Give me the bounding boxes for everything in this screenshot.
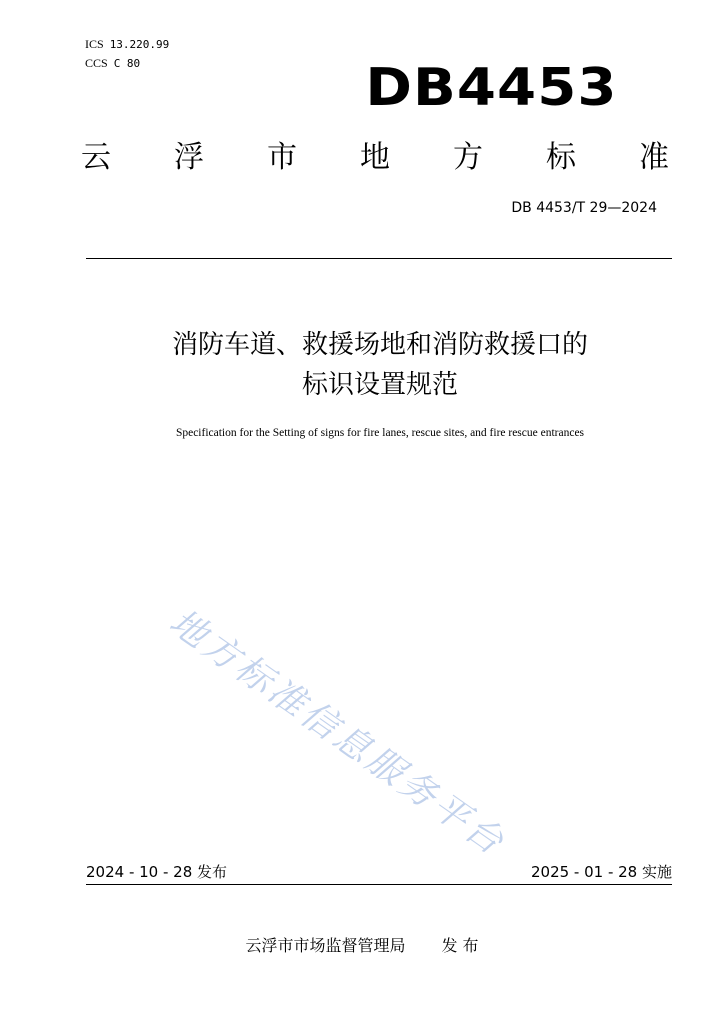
watermark: 地方标准信息服务平台 xyxy=(161,601,514,865)
implementation-date: 2025 - 01 - 28 实施 xyxy=(530,863,672,881)
standard-kind-char: 方 xyxy=(453,140,483,175)
standard-kind-char: 云 xyxy=(81,140,111,175)
standard-kind-char: 准 xyxy=(639,140,669,175)
standard-kind-char: 地 xyxy=(360,140,390,175)
document-title xyxy=(0,325,724,405)
standard-kind-char: 市 xyxy=(267,140,297,175)
ics-code: 13.220.99 xyxy=(109,38,170,51)
standard-number: DB 4453/T 29—2024 xyxy=(511,200,657,216)
ccs-label: CCS xyxy=(85,56,108,70)
standard-kind-char: 标 xyxy=(546,140,576,175)
ics-label: ICS xyxy=(85,37,104,51)
english-title: Specification for the Setting of signs for fire lanes, rescue sites, and fire rescue entrances xyxy=(175,427,585,439)
issue-date: 2024 - 10 - 28 发布 xyxy=(86,863,228,881)
standard-kind xyxy=(78,138,672,178)
ics-line xyxy=(85,35,169,54)
bottom-divider xyxy=(86,884,672,885)
publish-action: 发 布 xyxy=(441,936,479,955)
publisher-line xyxy=(0,935,724,957)
top-divider xyxy=(86,258,672,259)
db-logo: DB4453 xyxy=(365,58,618,118)
ccs-line xyxy=(85,54,169,73)
publisher-name: 云浮市市场监督管理局 xyxy=(245,936,406,955)
title-line-2: 标识设置规范 xyxy=(301,370,458,400)
standard-kind-char: 浮 xyxy=(174,140,204,175)
ccs-code: C 80 xyxy=(113,57,141,70)
title-line-1: 消防车道、救援场地和消防救援口的 xyxy=(171,330,588,360)
classification-block xyxy=(85,35,169,73)
